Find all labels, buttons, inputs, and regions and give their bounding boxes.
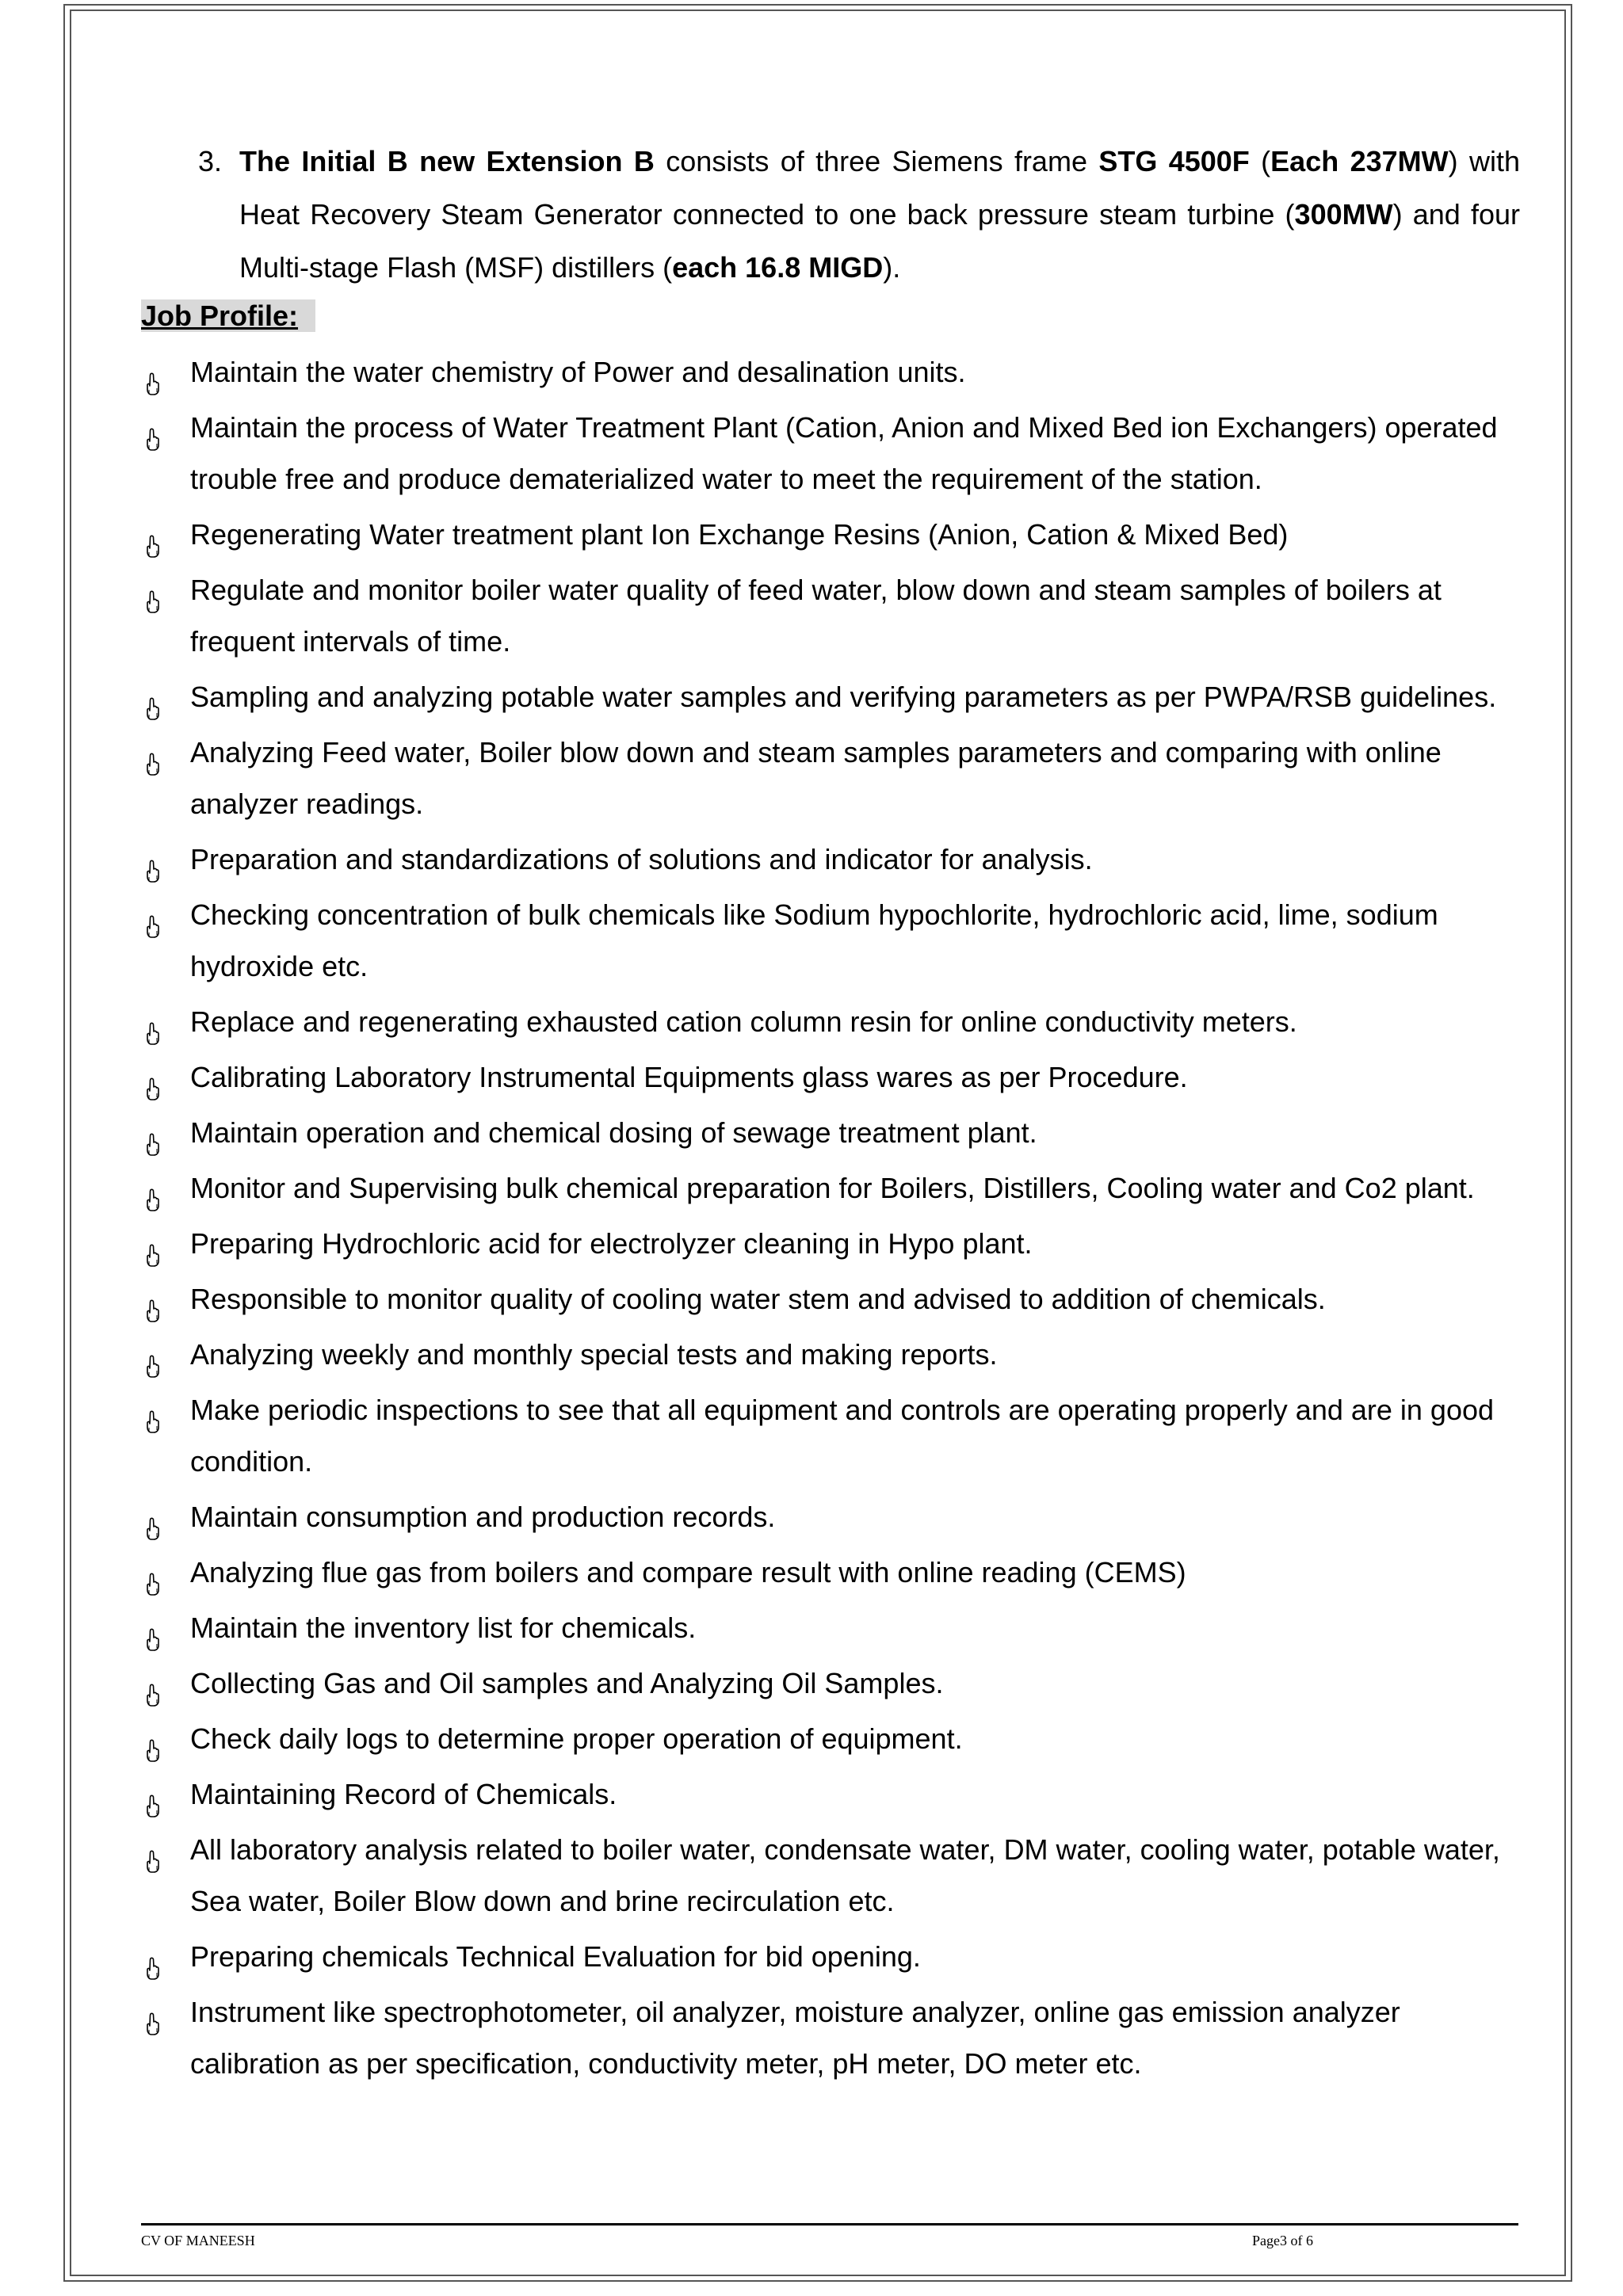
hand-pointing-icon <box>146 1616 160 1640</box>
hand-pointing-icon <box>146 1505 160 1529</box>
hand-pointing-icon <box>146 1727 160 1751</box>
hand-pointing-icon <box>146 416 160 440</box>
list-item <box>141 1384 1520 1487</box>
list-item <box>141 1931 1520 1982</box>
list-item <box>141 1051 1520 1103</box>
list-item-text: Replace and regenerating exhausted cation column resin for online conductivity meters. <box>190 1005 1297 1038</box>
hand-pointing-icon <box>146 1177 160 1200</box>
hand-pointing-icon <box>146 360 160 384</box>
hand-pointing-icon <box>146 1838 160 1862</box>
list-item <box>141 402 1520 505</box>
list-item-text: Maintain the inventory list for chemicals. <box>190 1611 697 1644</box>
footer-page-number: Page3 of 6 <box>1252 2233 1313 2248</box>
text-run: ) with Heat Recovery Steam Generator connected to one back pressure steam turbine ( <box>239 145 1520 231</box>
hand-pointing-icon <box>146 1398 160 1422</box>
footer-cv-name: CV OF MANEESH <box>141 2233 255 2248</box>
hand-pointing-icon <box>146 1783 160 1806</box>
job-profile-heading <box>141 294 1520 346</box>
extension-text <box>239 145 1520 284</box>
list-item-text: Regulate and monitor boiler water quality of feed water, blow down and steam samples of boilers at frequent intervals of time. <box>190 574 1442 658</box>
list-item-text: Preparation and standardizations of solutions and indicator for analysis. <box>190 843 1093 875</box>
list-item <box>141 1329 1520 1380</box>
list-item <box>141 1713 1520 1764</box>
list-item-text: Check daily logs to determine proper operation of equipment. <box>190 1722 963 1755</box>
list-item <box>141 671 1520 723</box>
text-run: ). <box>883 251 901 284</box>
hand-pointing-icon <box>146 741 160 765</box>
list-item-text: Monitor and Supervising bulk chemical preparation for Boilers, Distillers, Cooling water and Co2 plant. <box>190 1172 1475 1204</box>
list-item-text: Preparing Hydrochloric acid for electrolyzer cleaning in Hypo plant. <box>190 1227 1033 1260</box>
bold-text: The Initial B new Extension B <box>239 145 655 177</box>
hand-pointing-icon <box>146 1343 160 1367</box>
hand-pointing-icon <box>146 1232 160 1256</box>
list-number: 3. <box>198 145 223 177</box>
hand-pointing-icon <box>146 523 160 547</box>
list-item <box>141 1986 1520 2089</box>
list-item <box>141 1107 1520 1158</box>
hand-pointing-icon <box>146 1945 160 1969</box>
list-item <box>141 1162 1520 1214</box>
list-item <box>141 833 1520 885</box>
list-item-text: Calibrating Laboratory Instrumental Equipments glass wares as per Procedure. <box>190 1061 1188 1093</box>
list-item <box>141 727 1520 830</box>
list-item-text: Maintaining Record of Chemicals. <box>190 1778 617 1810</box>
document-body <box>141 135 1520 2093</box>
list-item-text: Maintain operation and chemical dosing of sewage treatment plant. <box>190 1116 1037 1149</box>
list-item-text: Analyzing Feed water, Boiler blow down and steam samples parameters and comparing with online analyzer readings. <box>190 736 1442 820</box>
hand-pointing-icon <box>146 2000 160 2024</box>
hand-pointing-icon <box>146 578 160 602</box>
list-item <box>141 509 1520 560</box>
list-item-text: Maintain the process of Water Treatment Plant (Cation, Anion and Mixed Bed ion Exchangers) operated trouble free and produce dematerialized water to meet the requirement of the station. <box>190 411 1498 495</box>
list-item <box>141 1218 1520 1269</box>
list-item <box>141 1657 1520 1709</box>
text-run: ( <box>1249 145 1271 177</box>
list-item <box>141 564 1520 667</box>
hand-pointing-icon <box>146 848 160 871</box>
hand-pointing-icon <box>146 903 160 927</box>
text-run: ) and four Multi-stage Flash (MSF) distillers ( <box>239 198 1521 284</box>
list-item-text: Responsible to monitor quality of cooling water stem and advised to addition of chemicals. <box>190 1283 1326 1315</box>
hand-pointing-icon <box>146 1672 160 1695</box>
list-item <box>141 1273 1520 1325</box>
bold-text: STG 4500F <box>1098 145 1250 177</box>
list-item-text: Make periodic inspections to see that all equipment and controls are operating properly and are in good condition. <box>190 1394 1495 1478</box>
list-item <box>141 346 1520 398</box>
list-item <box>141 889 1520 992</box>
list-item-text: Maintain consumption and production records. <box>190 1501 776 1533</box>
list-item-text: Preparing chemicals Technical Evaluation for bid opening. <box>190 1940 921 1973</box>
hand-pointing-icon <box>146 1121 160 1145</box>
bold-text: Each 237MW <box>1270 145 1449 177</box>
list-item <box>141 996 1520 1047</box>
list-item <box>141 1547 1520 1598</box>
list-item-text: Regenerating Water treatment plant Ion Exchange Resins (Anion, Cation & Mixed Bed) <box>190 518 1289 551</box>
list-item-text: All laboratory analysis related to boiler water, condensate water, DM water, cooling water, potable water, Sea water, Boiler Blow down and brine recirculation etc. <box>190 1833 1500 1917</box>
hand-pointing-icon <box>146 1287 160 1311</box>
footer-divider <box>141 2223 1518 2225</box>
extension-paragraph <box>141 135 1520 294</box>
list-item-text: Sampling and analyzing potable water samples and verifying parameters as per PWPA/RSB guidelines. <box>190 681 1497 713</box>
job-profile-list <box>141 346 1520 2089</box>
hand-pointing-icon <box>146 1010 160 1034</box>
job-profile-heading-text: Job Profile: <box>141 299 315 332</box>
list-item-text: Collecting Gas and Oil samples and Analyzing Oil Samples. <box>190 1667 944 1699</box>
list-item <box>141 1602 1520 1653</box>
list-item <box>141 1824 1520 1927</box>
list-item-text: Checking concentration of bulk chemicals like Sodium hypochlorite, hydrochloric acid, lime, sodium hydroxide etc. <box>190 898 1438 982</box>
bold-text: each 16.8 MIGD <box>672 251 884 284</box>
list-item <box>141 1491 1520 1543</box>
list-item-text: Analyzing flue gas from boilers and compare result with online reading (CEMS) <box>190 1556 1186 1589</box>
list-item <box>141 1768 1520 1820</box>
list-item-text: Analyzing weekly and monthly special tests and making reports. <box>190 1338 998 1371</box>
list-item-text: Maintain the water chemistry of Power and desalination units. <box>190 356 966 388</box>
text-run: consists of three Siemens frame <box>654 145 1099 177</box>
hand-pointing-icon <box>146 1066 160 1089</box>
hand-pointing-icon <box>146 1561 160 1585</box>
bold-text: 300MW <box>1294 198 1393 231</box>
list-item-text: Instrument like spectrophotometer, oil analyzer, moisture analyzer, online gas emission analyzer calibration as per specification, conductivity meter, pH meter, DO meter etc. <box>190 1996 1400 2080</box>
hand-pointing-icon <box>146 685 160 709</box>
